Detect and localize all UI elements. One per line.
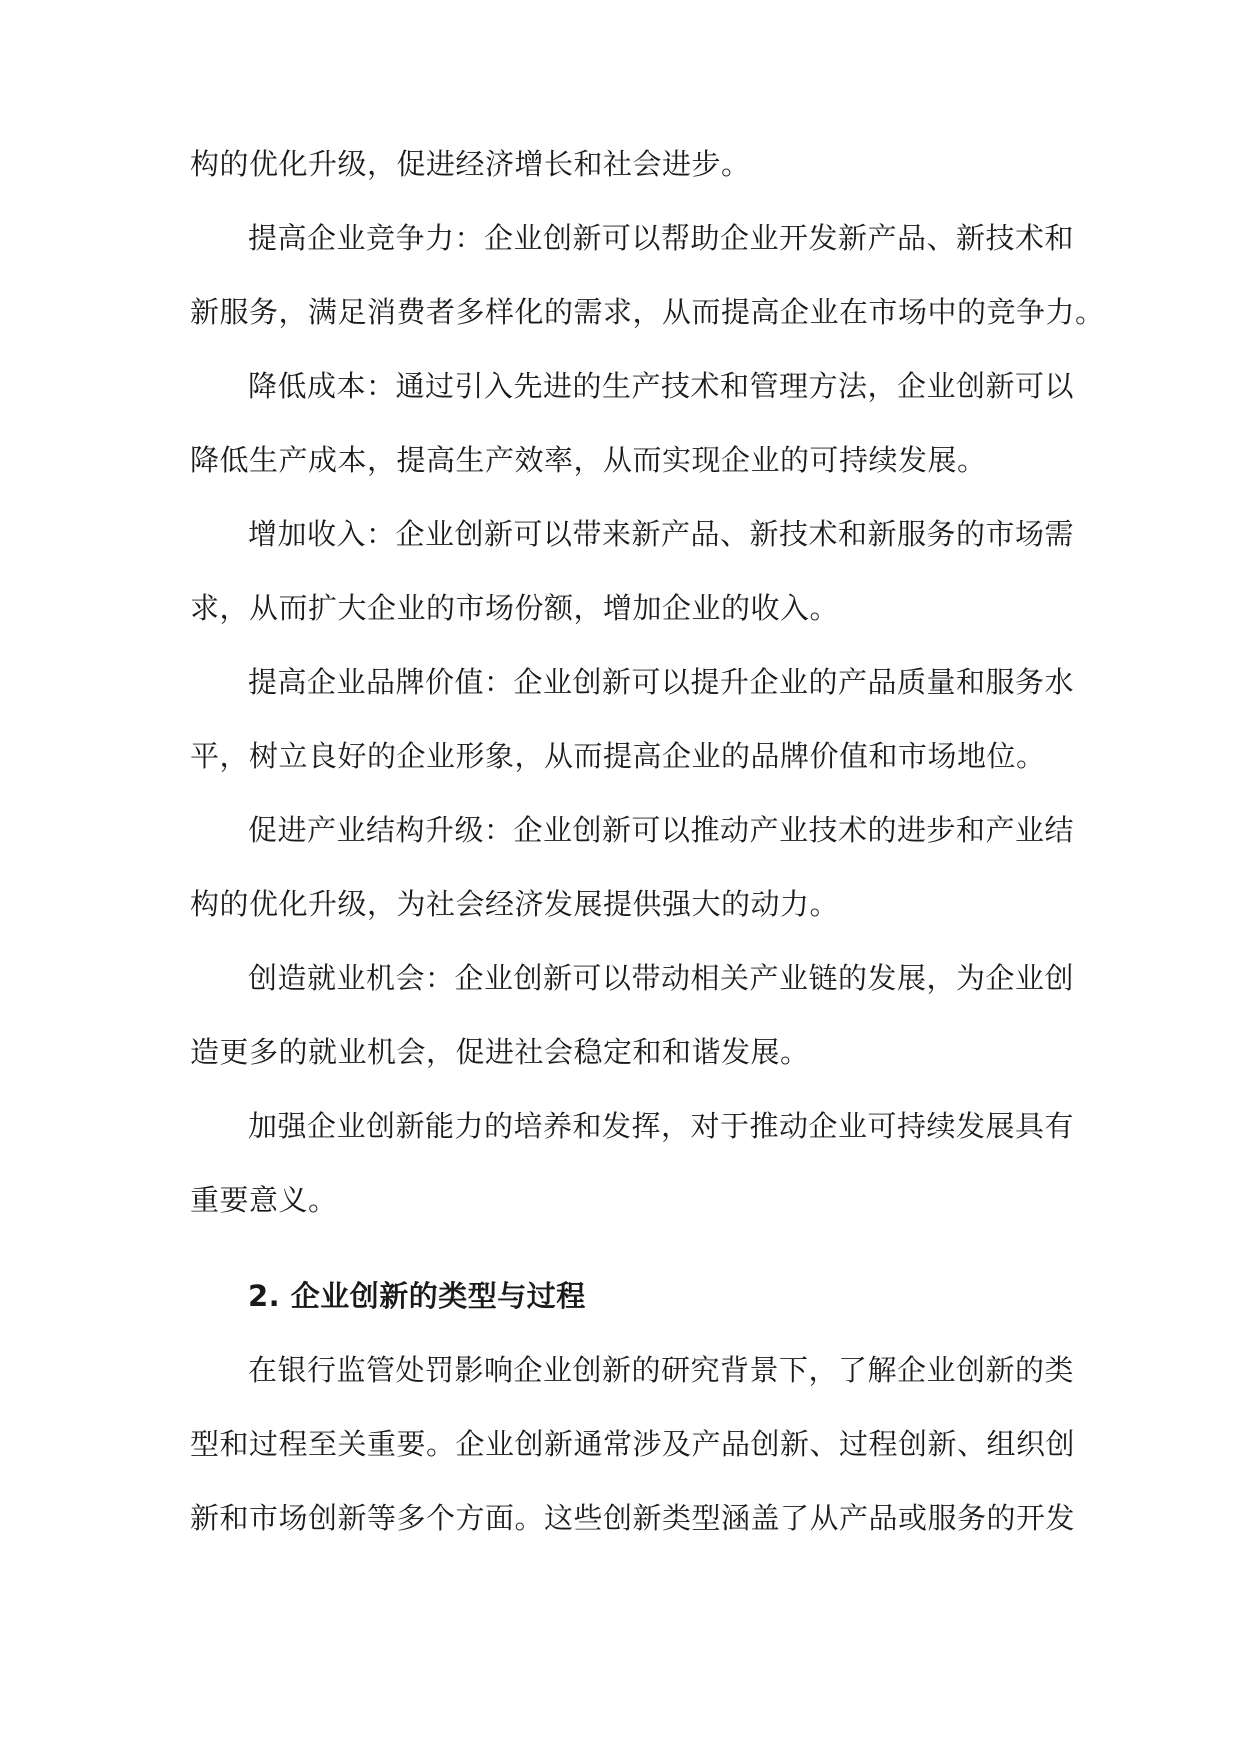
- paragraph-line: 促进产业结构升级：企业创新可以推动产业技术的进步和产业结: [248, 813, 1075, 847]
- document-body: [190, 145, 1105, 1573]
- paragraph-line: 提高企业竞争力：企业创新可以帮助企业开发新产品、新技术和: [248, 221, 1075, 255]
- paragraph-line: 造更多的就业机会，促进社会稳定和和谐发展。: [190, 1035, 810, 1069]
- paragraph-line: 提高企业品牌价值：企业创新可以提升企业的产品质量和服务水: [248, 665, 1075, 699]
- paragraph-line: 降低成本：通过引入先进的生产技术和管理方法，企业创新可以: [248, 369, 1075, 403]
- paragraph-line: 重要意义。: [190, 1183, 338, 1217]
- paragraph-line: 加强企业创新能力的培养和发挥，对于推动企业可持续发展具有: [248, 1109, 1075, 1143]
- paragraph-line: 增加收入：企业创新可以带来新产品、新技术和新服务的市场需: [248, 517, 1075, 551]
- paragraph-line: 求，从而扩大企业的市场份额，增加企业的收入。: [190, 591, 840, 625]
- section-heading: 2. 企业创新的类型与过程: [248, 1279, 586, 1313]
- paragraph-line: 型和过程至关重要。企业创新通常涉及产品创新、过程创新、组织创: [190, 1427, 1076, 1461]
- paragraph-line: 构的优化升级，促进经济增长和社会进步。: [190, 147, 751, 181]
- paragraph-line: 构的优化升级，为社会经济发展提供强大的动力。: [190, 887, 840, 921]
- paragraph-line: 新服务，满足消费者多样化的需求，从而提高企业在市场中的竞争力。: [190, 295, 1105, 329]
- paragraph-line: 新和市场创新等多个方面。这些创新类型涵盖了从产品或服务的开发: [190, 1501, 1076, 1535]
- paragraph-line: 平，树立良好的企业形象，从而提高企业的品牌价值和市场地位。: [190, 739, 1046, 773]
- paragraph-line: 在银行监管处罚影响企业创新的研究背景下，了解企业创新的类: [248, 1353, 1075, 1387]
- paragraph-line: 降低生产成本，提高生产效率，从而实现企业的可持续发展。: [190, 443, 987, 477]
- paragraph-line: 创造就业机会：企业创新可以带动相关产业链的发展，为企业创: [248, 961, 1075, 995]
